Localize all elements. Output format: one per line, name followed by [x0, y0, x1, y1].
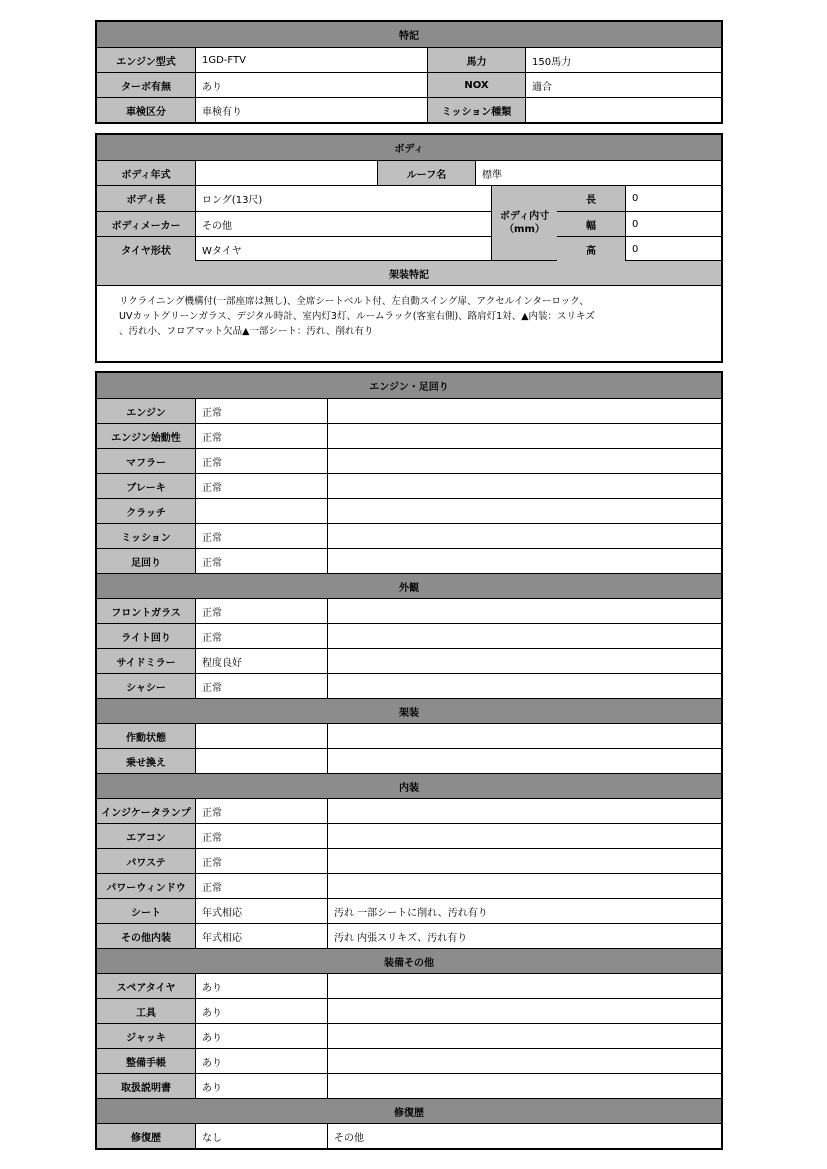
item-status: [195, 499, 327, 523]
item-note: [327, 974, 721, 998]
item-label: 整備手帳: [97, 1049, 195, 1073]
item-label: 足回り: [97, 549, 195, 573]
inspection-class-value: 車検有り: [195, 98, 427, 122]
table-row: [97, 498, 721, 523]
table-row: [97, 47, 721, 72]
table-row: [97, 473, 721, 498]
item-status: なし: [195, 1124, 327, 1148]
item-status: 正常: [195, 849, 327, 873]
dim-width-label: 幅: [557, 212, 625, 236]
dim-height-value: 0: [625, 237, 721, 261]
turbo-value: あり: [195, 73, 427, 97]
engine-model-value: 1GD-FTV: [195, 48, 427, 72]
item-label: インジケータランプ: [97, 799, 195, 823]
body-year-value: [195, 161, 377, 185]
section-header-interior: 内装: [97, 774, 721, 798]
table-row: [97, 898, 721, 923]
item-status: 正常: [195, 524, 327, 548]
section-header-bodywork: 架装: [97, 699, 721, 723]
equipment-notes: リクライニング機構付(一部座席は無し)、全席シートベルト付、左自動スイング扉、アクセルインターロック、 UVカットグリーンガラス、デジタル時計、室内灯3灯、ルームラック(客室右側)、路肩灯1対、▲内装：スリキズ 、汚れ小、フロアマット欠品▲一部シート：汚れ、削れ有り: [97, 285, 721, 361]
nox-value: 適合: [525, 73, 721, 97]
item-note: 汚れ 一部シートに削れ、汚れ有り: [327, 899, 721, 923]
table-row: [97, 1023, 721, 1048]
item-status: 程度良好: [195, 649, 327, 673]
horsepower-value: 150馬力: [525, 48, 721, 72]
item-note: [327, 624, 721, 648]
table-row: [97, 548, 721, 573]
table-row: [97, 448, 721, 473]
section-header-row: [97, 1098, 721, 1123]
table-row: [97, 923, 721, 948]
item-status: 正常: [195, 624, 327, 648]
item-status: あり: [195, 1024, 327, 1048]
table-row: [97, 186, 491, 211]
transmission-type-label: ミッション種類: [427, 98, 525, 122]
tire-shape-label: タイヤ形状: [97, 237, 195, 261]
turbo-label: ターボ有無: [97, 73, 195, 97]
item-label: エンジン始動性: [97, 424, 195, 448]
table-row: [97, 673, 721, 698]
item-note: [327, 1074, 721, 1098]
inspection-class-label: 車検区分: [97, 98, 195, 122]
dim-length-value: 0: [625, 186, 721, 211]
item-label: マフラー: [97, 449, 195, 473]
item-note: [327, 749, 721, 773]
item-status: あり: [195, 1074, 327, 1098]
table-row: [557, 236, 721, 261]
item-label: エアコン: [97, 824, 195, 848]
item-label: パワステ: [97, 849, 195, 873]
item-label: ブレーキ: [97, 474, 195, 498]
item-label: ミッション: [97, 524, 195, 548]
item-note: [327, 724, 721, 748]
item-status: 正常: [195, 474, 327, 498]
item-label: クラッチ: [97, 499, 195, 523]
item-label: 乗せ換え: [97, 749, 195, 773]
section-header-engine-chassis: エンジン・足回り: [97, 373, 721, 398]
table-row: [97, 748, 721, 773]
tire-shape-value: Wタイヤ: [195, 237, 491, 261]
body-length-label: ボディ長: [97, 186, 195, 211]
item-label: 修復歴: [97, 1124, 195, 1148]
section-header-row: [97, 773, 721, 798]
table-row: [97, 1073, 721, 1098]
equipment-notes-header: 架装特記: [97, 261, 721, 285]
item-status: 正常: [195, 549, 327, 573]
table-row: [97, 998, 721, 1023]
tokki-table: [95, 20, 723, 124]
body-inner-size-label: ボディ内寸 （mm）: [491, 186, 557, 260]
table-row: [97, 211, 491, 236]
item-label: フロントガラス: [97, 599, 195, 623]
roof-label: ルーフ名: [377, 161, 475, 185]
dim-height-label: 高: [557, 237, 625, 261]
section-header-row: [97, 948, 721, 973]
item-note: [327, 549, 721, 573]
table-row: [97, 648, 721, 673]
table-row: [97, 873, 721, 898]
item-status: [195, 749, 327, 773]
table-row: [97, 1123, 721, 1148]
section-header-row: [97, 573, 721, 598]
item-note: [327, 824, 721, 848]
body-length-value: ロング(13尺): [195, 186, 491, 211]
item-note: [327, 399, 721, 423]
item-note: 汚れ 内張スリキズ、汚れ有り: [327, 924, 721, 948]
section-header-row: [97, 373, 721, 398]
table-row: [97, 398, 721, 423]
transmission-type-value: [525, 98, 721, 122]
item-note: [327, 599, 721, 623]
table-row: [97, 72, 721, 97]
dim-width-value: 0: [625, 212, 721, 236]
table-row: [97, 160, 721, 185]
horsepower-label: 馬力: [427, 48, 525, 72]
item-note: [327, 524, 721, 548]
item-note: [327, 1049, 721, 1073]
item-status: 正常: [195, 799, 327, 823]
table-row: [97, 973, 721, 998]
engine-model-label: エンジン型式: [97, 48, 195, 72]
item-status: 正常: [195, 674, 327, 698]
section-header-row: [97, 698, 721, 723]
item-note: [327, 1024, 721, 1048]
item-status: 正常: [195, 874, 327, 898]
item-note: [327, 499, 721, 523]
item-status: 正常: [195, 424, 327, 448]
item-status: 正常: [195, 399, 327, 423]
item-label: サイドミラー: [97, 649, 195, 673]
item-status: あり: [195, 1049, 327, 1073]
item-note: [327, 674, 721, 698]
item-status: あり: [195, 974, 327, 998]
item-note: [327, 999, 721, 1023]
table-row: [557, 186, 721, 211]
body-table: [95, 133, 723, 363]
item-label: ジャッキ: [97, 1024, 195, 1048]
item-status: [195, 724, 327, 748]
table-row: [97, 1048, 721, 1073]
item-status: 正常: [195, 599, 327, 623]
body-maker-label: ボディメーカー: [97, 212, 195, 236]
section-header-equipment: 装備その他: [97, 949, 721, 973]
table-row: [97, 823, 721, 848]
table-row: [97, 97, 721, 122]
table-row: [97, 848, 721, 873]
item-note: [327, 849, 721, 873]
section-header-exterior: 外観: [97, 574, 721, 598]
item-note: [327, 649, 721, 673]
nox-label: NOX: [427, 73, 525, 97]
item-status: あり: [195, 999, 327, 1023]
item-label: その他内装: [97, 924, 195, 948]
tokki-header: 特記: [97, 22, 721, 47]
table-row: [97, 423, 721, 448]
body-year-label: ボディ年式: [97, 161, 195, 185]
table-row: [97, 236, 491, 261]
item-label: シート: [97, 899, 195, 923]
body-dimensions-block: [97, 185, 721, 260]
item-label: スペアタイヤ: [97, 974, 195, 998]
body-header: ボディ: [97, 135, 721, 160]
item-note: [327, 799, 721, 823]
body-maker-value: その他: [195, 212, 491, 236]
item-note: その他: [327, 1124, 721, 1148]
item-label: パワーウィンドウ: [97, 874, 195, 898]
item-status: 正常: [195, 449, 327, 473]
item-status: 正常: [195, 824, 327, 848]
item-label: ライト回り: [97, 624, 195, 648]
item-status: 年式相応: [195, 924, 327, 948]
item-note: [327, 474, 721, 498]
table-row: [97, 798, 721, 823]
inspection-table: [95, 371, 723, 1150]
item-note: [327, 449, 721, 473]
table-row: [97, 723, 721, 748]
table-row: [97, 598, 721, 623]
item-label: 作動状態: [97, 724, 195, 748]
item-label: エンジン: [97, 399, 195, 423]
roof-value: 標準: [475, 161, 721, 185]
item-label: 取扱説明書: [97, 1074, 195, 1098]
item-note: [327, 424, 721, 448]
dim-length-label: 長: [557, 186, 625, 211]
section-header-repair-history: 修復歴: [97, 1099, 721, 1123]
table-row: [97, 523, 721, 548]
item-status: 年式相応: [195, 899, 327, 923]
item-label: 工具: [97, 999, 195, 1023]
table-row: [97, 623, 721, 648]
item-label: シャシー: [97, 674, 195, 698]
table-row: [557, 211, 721, 236]
item-note: [327, 874, 721, 898]
